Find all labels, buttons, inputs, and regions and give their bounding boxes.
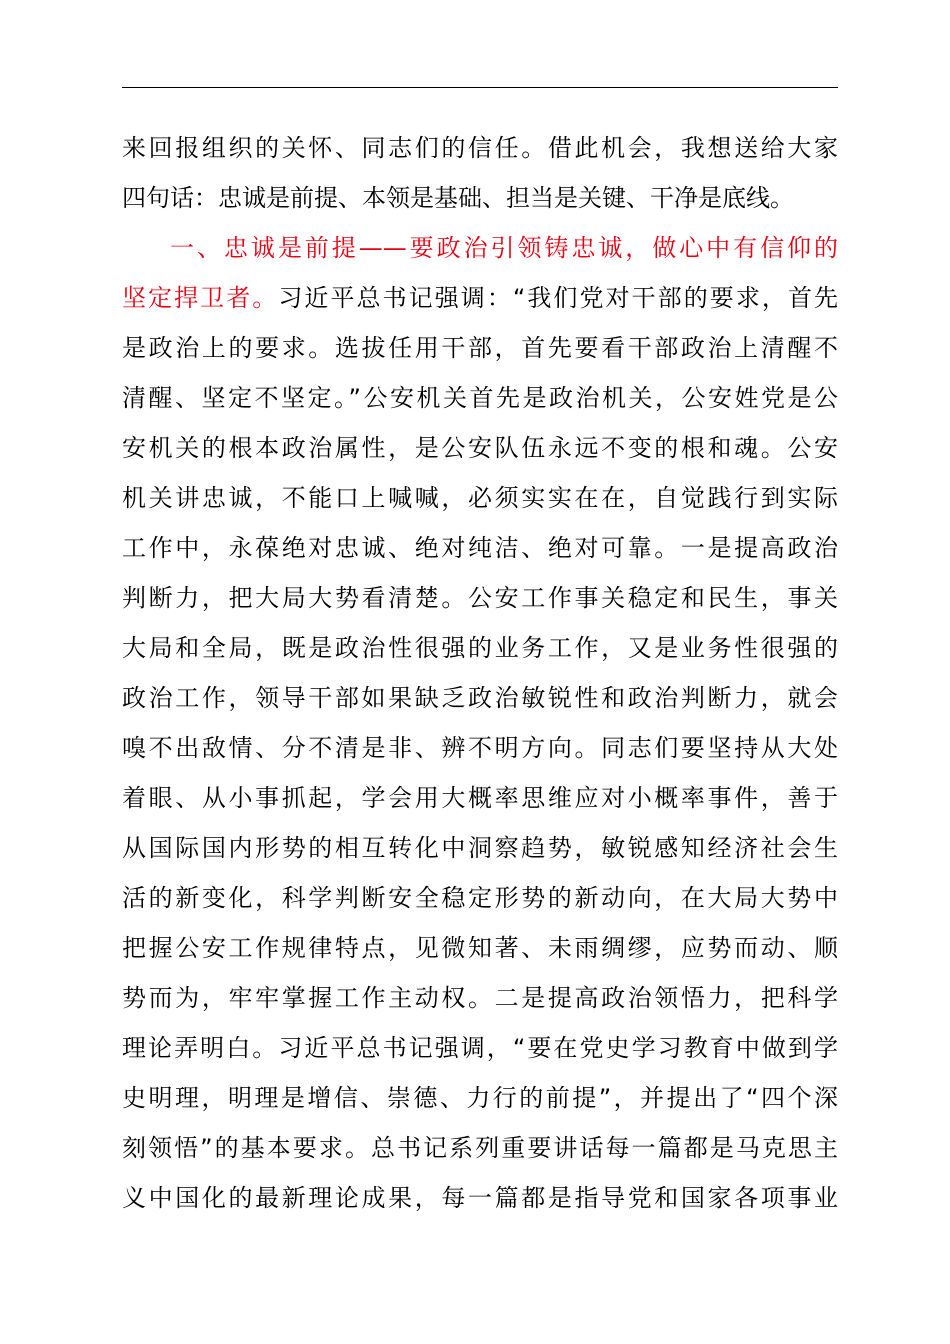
body-line (122, 1082, 838, 1114)
body-line (122, 832, 838, 864)
body-text: 理论弄明白。习近平总书记强调，“要在党史学习教育中做到学 (122, 1034, 838, 1062)
body-line (122, 332, 838, 364)
body-line (122, 482, 838, 514)
body-text: 来回报组织的关怀、同志们的信任。借此机会，我想送给大家 (122, 134, 838, 162)
section-heading: 坚定捍卫者。 (122, 284, 279, 312)
body-text: 安机关的根本政治属性，是公安队伍永远不变的根和魂。公安 (122, 434, 838, 462)
body-line (122, 1182, 838, 1214)
body-text: 把握公安工作规律特点，见微知著、未雨绸缪，应势而动、顺 (122, 934, 838, 962)
body-line (122, 632, 838, 664)
body-line (122, 432, 838, 464)
body-line (122, 582, 838, 614)
body-line (122, 732, 838, 764)
body-line (122, 532, 838, 564)
body-text: 从国际国内形势的相互转化中洞察趋势，敏锐感知经济社会生 (122, 834, 838, 862)
body-text: 着眼、从小事抓起，学会用大概率思维应对小概率事件，善于 (122, 784, 838, 812)
body-text: 义中国化的最新理论成果，每一篇都是指导党和国家各项事业 (122, 1184, 838, 1212)
body-text: 史明理，明理是增信、崇德、力行的前提”，并提出了“四个深 (122, 1084, 838, 1112)
body-text: 习近平总书记强调：“我们党对干部的要求，首先 (278, 284, 839, 312)
body-text: 是政治上的要求。选拔任用干部，首先要看干部政治上清醒不 (122, 334, 838, 362)
body-line (122, 982, 838, 1014)
section-heading-line (170, 232, 838, 264)
section-heading: 一、忠诚是前提——要政治引领铸忠诚，做心中有信仰的 (170, 234, 838, 262)
body-line (122, 682, 838, 714)
body-text: 判断力，把大局大势看清楚。公安工作事关稳定和民生，事关 (122, 584, 838, 612)
body-text: 工作中，永葆绝对忠诚、绝对纯洁、绝对可靠。一是提高政治 (122, 534, 838, 562)
body-line (122, 282, 838, 314)
body-line (122, 1132, 838, 1164)
body-line (122, 1032, 838, 1064)
body-line (122, 382, 838, 414)
body-line (122, 782, 838, 814)
body-line (122, 932, 838, 964)
body-line (122, 882, 838, 914)
body-text: 政治工作，领导干部如果缺乏政治敏锐性和政治判断力，就会 (122, 684, 838, 712)
body-text: 势而为，牢牢掌握工作主动权。二是提高政治领悟力，把科学 (122, 984, 838, 1012)
body-text: 嗅不出敌情、分不清是非、辨不明方向。同志们要坚持从大处 (122, 734, 838, 762)
body-text: 活的新变化，科学判断安全稳定形势的新动向，在大局大势中 (122, 884, 838, 912)
body-line (122, 182, 838, 214)
body-text: 清醒、坚定不坚定。”公安机关首先是政治机关，公安姓党是公 (122, 384, 838, 412)
body-text: 机关讲忠诚，不能口上喊喊，必须实实在在，自觉践行到实际 (122, 484, 838, 512)
body-line (122, 132, 838, 164)
body-text: 刻领悟”的基本要求。总书记系列重要讲话每一篇都是马克思主 (122, 1134, 838, 1162)
body-text: 大局和全局，既是政治性很强的业务工作，又是业务性很强的 (122, 634, 838, 662)
header-rule (122, 87, 838, 88)
body-text: 四句话：忠诚是前提、本领是基础、担当是关键、干净是底线。 (122, 184, 794, 212)
